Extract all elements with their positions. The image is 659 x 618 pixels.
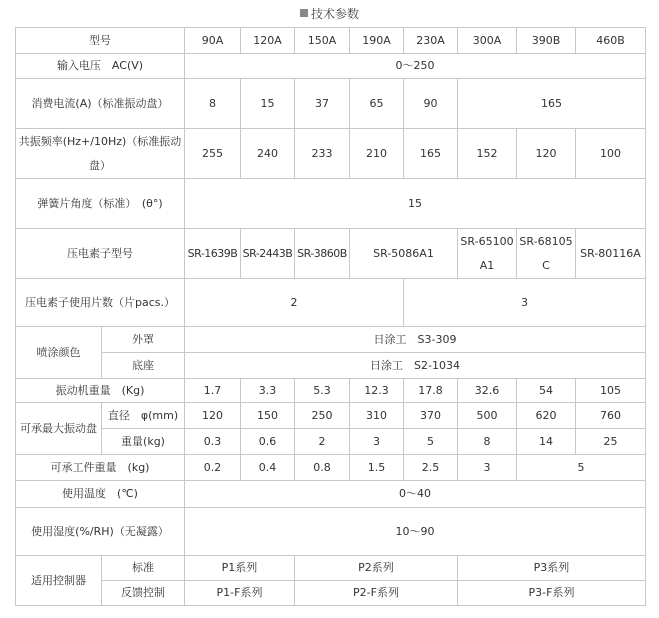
humidity-label: 使用湿度(%/RH)（无凝露）: [16, 508, 185, 556]
resonance-cell: 100: [576, 129, 646, 179]
table-row: [16, 353, 646, 379]
table-row: [16, 179, 646, 229]
workpiece-cell: 0.2: [185, 455, 241, 481]
weight-cell: 3.3: [241, 379, 295, 403]
spring-angle-value: 15: [185, 179, 646, 229]
max-bowl-dia-cell: 120: [185, 403, 241, 429]
paint-outer-value: 日涂工 S3-309: [185, 327, 646, 353]
weight-cell: 17.8: [404, 379, 458, 403]
max-bowl-dia-cell: 760: [576, 403, 646, 429]
controller-label: 适用控制器: [16, 556, 102, 606]
workpiece-label: 可承工件重量 (kg): [16, 455, 185, 481]
model-label: 型号: [16, 28, 185, 54]
current-cell: 90: [404, 79, 458, 129]
paint-base-label: 底座: [102, 353, 185, 379]
controller-std-cell: P2系列: [295, 556, 458, 581]
max-bowl-dia-cell: 500: [458, 403, 517, 429]
voltage-value: 0～250: [185, 54, 646, 79]
table-row: [16, 129, 646, 179]
table-row: [16, 279, 646, 327]
table-row: [16, 556, 646, 581]
controller-fb-cell: P3-F系列: [458, 581, 646, 606]
model-cell: 390B: [517, 28, 576, 54]
controller-fb-cell: P1-F系列: [185, 581, 295, 606]
spring-angle-label: 弹簧片角度（标准） (θ°): [16, 179, 185, 229]
controller-std-cell: P1系列: [185, 556, 295, 581]
piezo-count-cell: 3: [404, 279, 646, 327]
max-bowl-dia-cell: 370: [404, 403, 458, 429]
weight-cell: 5.3: [295, 379, 350, 403]
max-bowl-label: 可承最大振动盘: [16, 403, 102, 455]
max-bowl-dia-cell: 150: [241, 403, 295, 429]
resonance-cell: 120: [517, 129, 576, 179]
table-row: [16, 455, 646, 481]
resonance-cell: 165: [404, 129, 458, 179]
model-cell: 150A: [295, 28, 350, 54]
table-row: [16, 481, 646, 508]
current-cell: 8: [185, 79, 241, 129]
paint-label: 喷涂颜色: [16, 327, 102, 379]
current-label: 消费电流(A)（标准振动盘）: [16, 79, 185, 129]
current-cell: 65: [350, 79, 404, 129]
temperature-label: 使用温度 (℃): [16, 481, 185, 508]
resonance-cell: 152: [458, 129, 517, 179]
resonance-cell: 210: [350, 129, 404, 179]
section-title: [0, 0, 659, 26]
section-title-text: 技术参数: [310, 6, 359, 21]
weight-label: 振动机重量 (Kg): [16, 379, 185, 403]
model-cell: 90A: [185, 28, 241, 54]
table-row: [16, 581, 646, 606]
model-cell: 190A: [350, 28, 404, 54]
model-cell: 120A: [241, 28, 295, 54]
controller-std-label: 标准: [102, 556, 185, 581]
max-bowl-dia-cell: 250: [295, 403, 350, 429]
piezo-count-label: 压电素子使用片数（片pacs.）: [16, 279, 185, 327]
humidity-value: 10～90: [185, 508, 646, 556]
table-row: [16, 54, 646, 79]
max-bowl-wt-cell: 8: [458, 429, 517, 455]
resonance-cell: 255: [185, 129, 241, 179]
model-cell: 230A: [404, 28, 458, 54]
workpiece-cell: 3: [458, 455, 517, 481]
max-bowl-dia-cell: 620: [517, 403, 576, 429]
max-bowl-wt-cell: 25: [576, 429, 646, 455]
max-bowl-wt-label: 重量(kg): [102, 429, 185, 455]
max-bowl-dia-label: 直径 φ(mm): [102, 403, 185, 429]
spec-table: [15, 27, 646, 606]
piezo-model-cell: SR-68105C: [517, 229, 576, 279]
paint-outer-label: 外罩: [102, 327, 185, 353]
workpiece-cell: 0.8: [295, 455, 350, 481]
piezo-model-cell: SR-80116A: [576, 229, 646, 279]
table-row: [16, 229, 646, 279]
piezo-model-cell: SR-3860B: [295, 229, 350, 279]
workpiece-cell: 2.5: [404, 455, 458, 481]
weight-cell: 32.6: [458, 379, 517, 403]
resonance-cell: 240: [241, 129, 295, 179]
model-cell: 460B: [576, 28, 646, 54]
controller-fb-label: 反馈控制: [102, 581, 185, 606]
workpiece-cell: 1.5: [350, 455, 404, 481]
resonance-cell: 233: [295, 129, 350, 179]
current-cell: 37: [295, 79, 350, 129]
table-row: [16, 429, 646, 455]
table-row: [16, 508, 646, 556]
paint-base-value: 日涂工 S2-1034: [185, 353, 646, 379]
max-bowl-wt-cell: 3: [350, 429, 404, 455]
table-row: [16, 403, 646, 429]
weight-cell: 54: [517, 379, 576, 403]
piezo-model-cell: SR-65100A1: [458, 229, 517, 279]
table-row: [16, 28, 646, 54]
table-row: [16, 327, 646, 353]
voltage-label: 输入电压 AC(V): [16, 54, 185, 79]
piezo-count-cell: 2: [185, 279, 404, 327]
piezo-model-cell: SR-1639B: [185, 229, 241, 279]
controller-fb-cell: P2-F系列: [295, 581, 458, 606]
table-row: [16, 79, 646, 129]
piezo-model-label: 压电素子型号: [16, 229, 185, 279]
weight-cell: 12.3: [350, 379, 404, 403]
workpiece-cell: 5: [517, 455, 646, 481]
max-bowl-wt-cell: 5: [404, 429, 458, 455]
resonance-label: 共振频率(Hz+/10Hz)（标准振动盘）: [16, 129, 185, 179]
max-bowl-wt-cell: 14: [517, 429, 576, 455]
weight-cell: 1.7: [185, 379, 241, 403]
max-bowl-wt-cell: 2: [295, 429, 350, 455]
square-bullet-icon: [300, 9, 308, 17]
piezo-model-cell: SR-5086A1: [350, 229, 458, 279]
max-bowl-wt-cell: 0.6: [241, 429, 295, 455]
max-bowl-wt-cell: 0.3: [185, 429, 241, 455]
weight-cell: 105: [576, 379, 646, 403]
piezo-model-cell: SR-2443B: [241, 229, 295, 279]
current-cell: 15: [241, 79, 295, 129]
current-cell: 165: [458, 79, 646, 129]
table-row: [16, 379, 646, 403]
max-bowl-dia-cell: 310: [350, 403, 404, 429]
workpiece-cell: 0.4: [241, 455, 295, 481]
model-cell: 300A: [458, 28, 517, 54]
controller-std-cell: P3系列: [458, 556, 646, 581]
temperature-value: 0～40: [185, 481, 646, 508]
